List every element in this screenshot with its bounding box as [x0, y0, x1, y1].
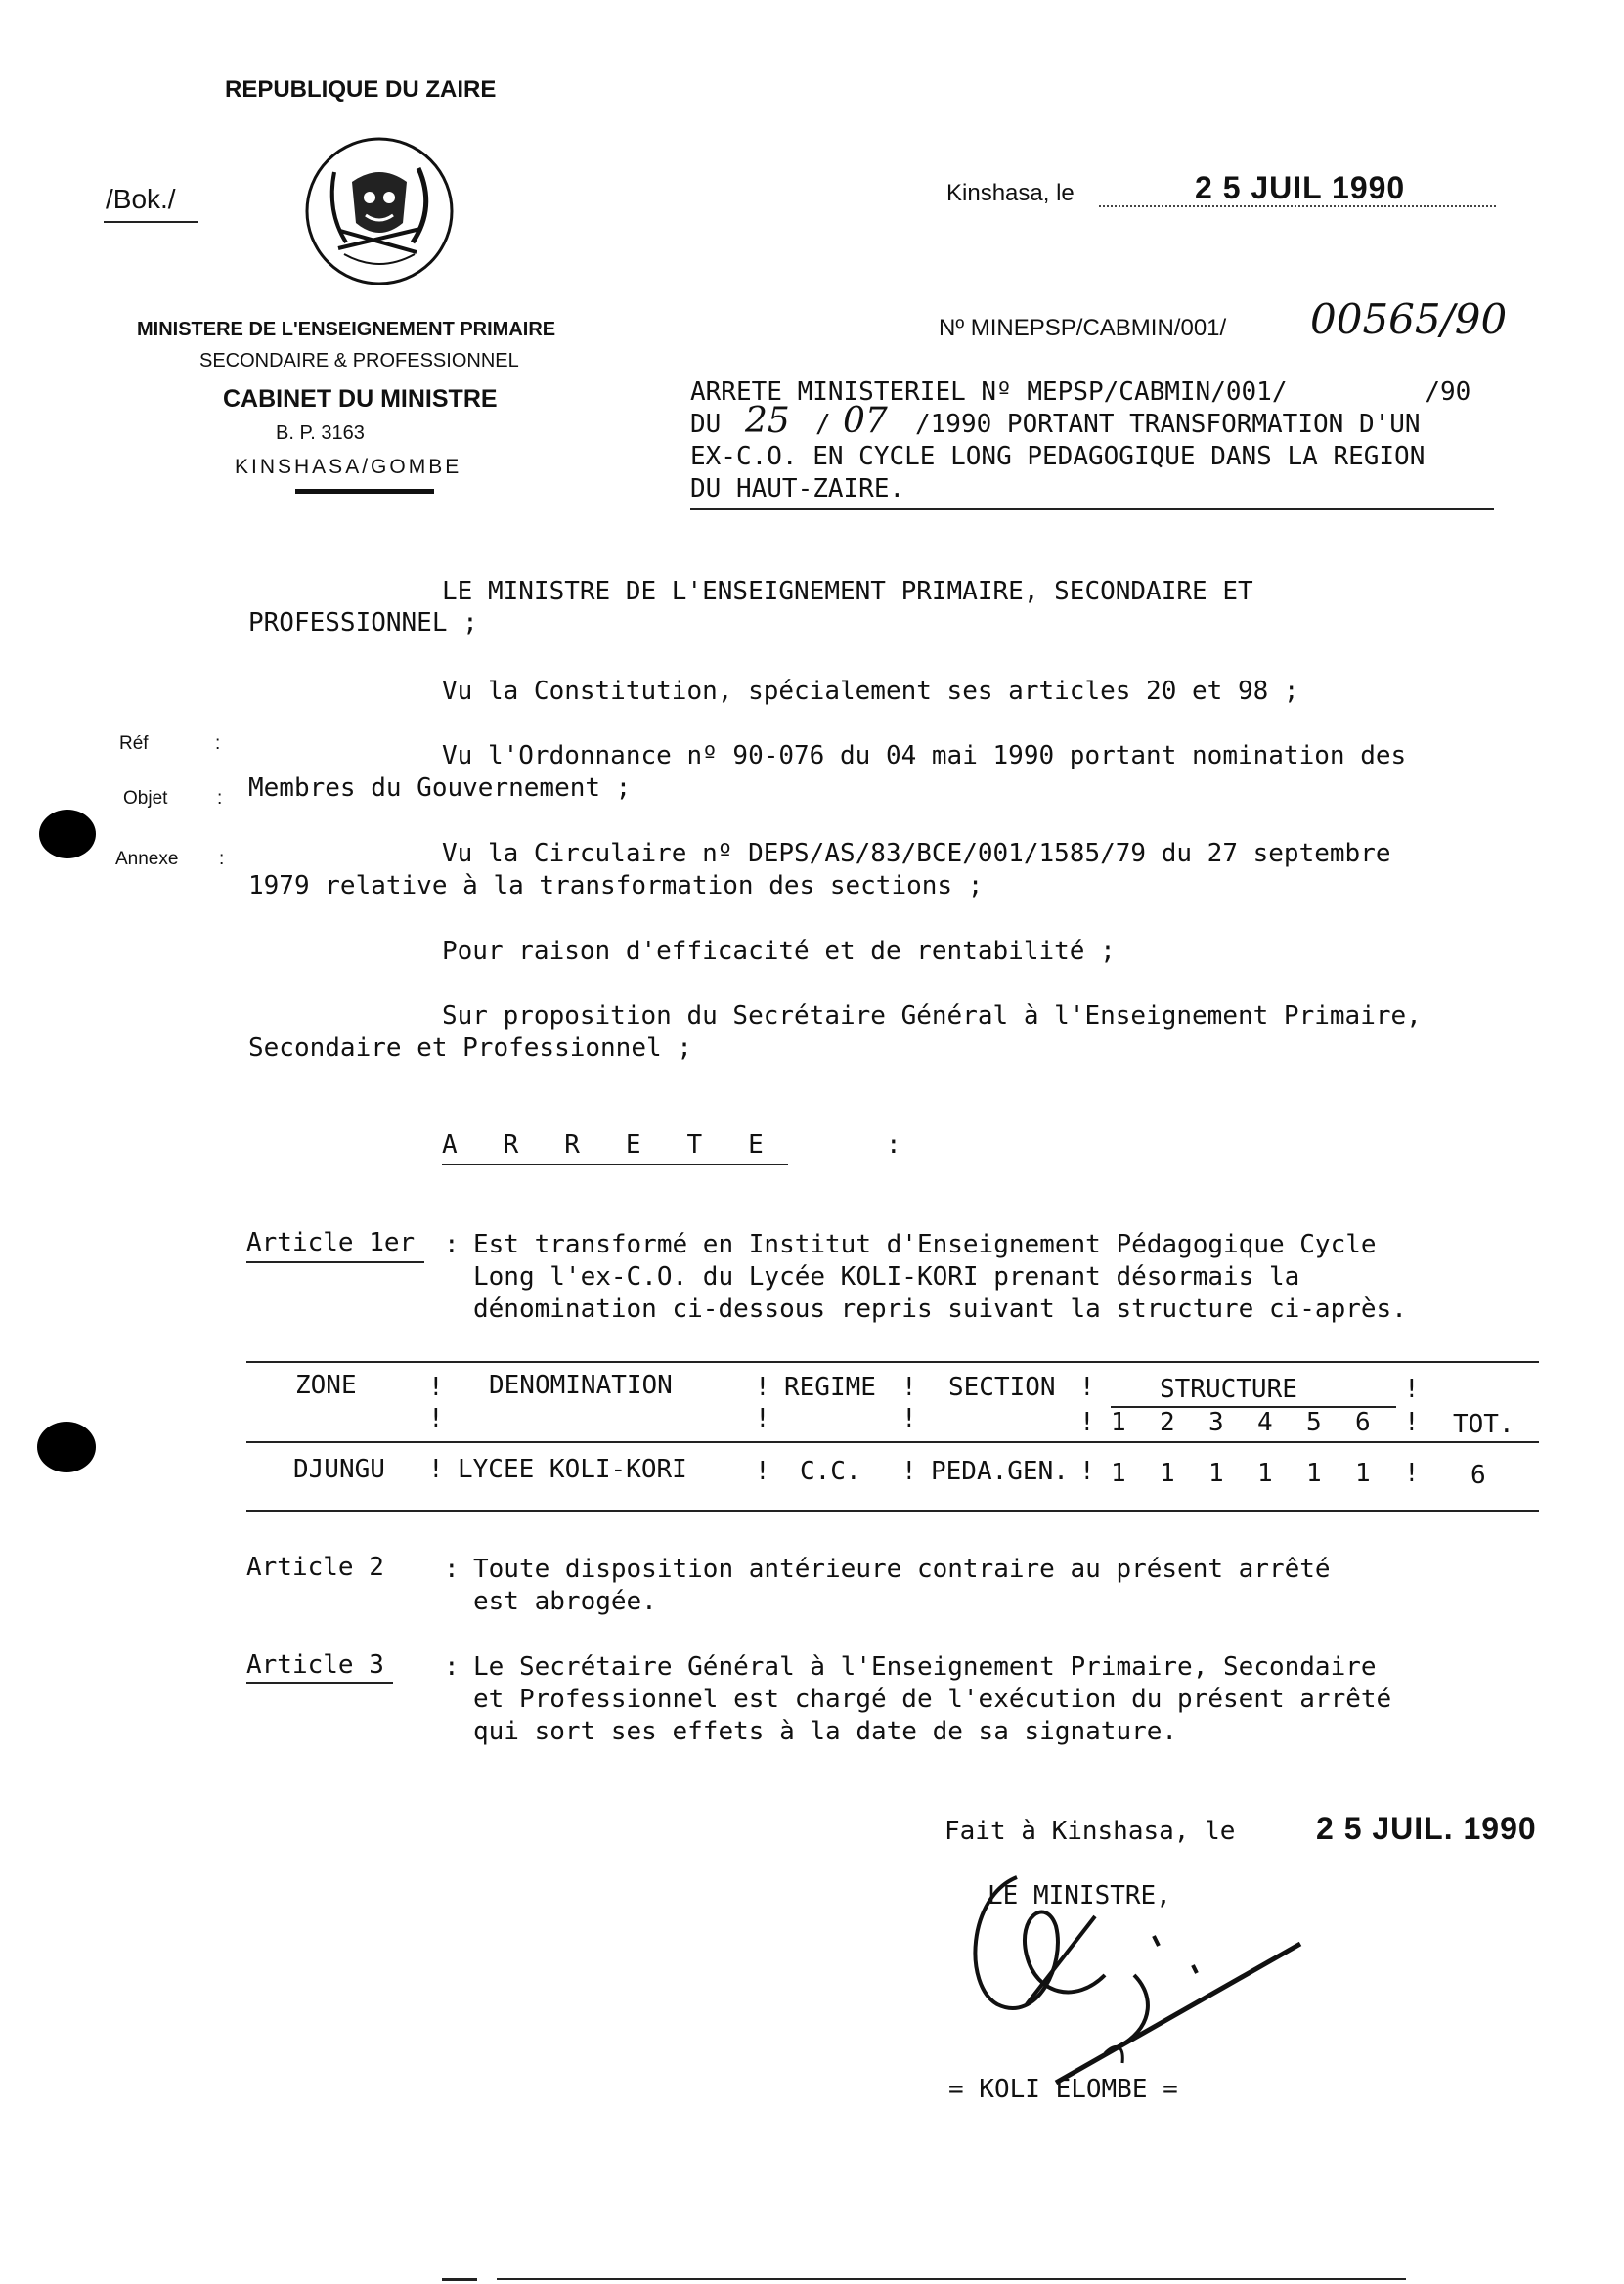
table-header-section: SECTION — [948, 1373, 1056, 1402]
title-line-1: ARRETE MINISTERIEL Nº MEPSP/CABMIN/001/ /90 — [690, 377, 1471, 407]
article-3-line-3: qui sort ses effets à la date de sa signature. — [473, 1717, 1178, 1746]
bottom-mark — [442, 2278, 477, 2281]
article-1-colon: : — [444, 1230, 460, 1259]
signatory-title: LE MINISTRE, — [988, 1881, 1171, 1911]
city-underline — [295, 489, 434, 494]
ref-initials: /Bok./ — [106, 184, 176, 214]
margin-annexe-colon: : — [219, 849, 225, 869]
title-line-2-suffix: /1990 PORTANT TRANSFORMATION D'UN — [915, 410, 1421, 439]
visa-ordonnance-line-1: Vu l'Ordonnance nº 90-076 du 04 mai 1990 portant nomination des — [442, 741, 1407, 770]
title-day-handwritten: 25 — [745, 401, 790, 441]
cabinet-heading: CABINET DU MINISTRE — [223, 385, 498, 413]
proposition-line-2: Secondaire et Professionnel ; — [248, 1033, 692, 1063]
punch-hole-bottom — [37, 1422, 96, 1472]
signature-scrawl-icon — [958, 1858, 1310, 2112]
table-cell-grade: 1 — [1257, 1459, 1273, 1488]
table-sep: ! — [1404, 1375, 1420, 1404]
table-sep: ! — [755, 1373, 770, 1402]
table-sep: ! — [428, 1373, 444, 1402]
table-sep: ! — [428, 1455, 444, 1484]
article-3-colon: : — [444, 1652, 460, 1682]
table-cell-total: 6 — [1470, 1461, 1486, 1490]
article-2-label: Article 2 — [246, 1553, 384, 1582]
signatory-name: = KOLI ELOMBE = — [948, 2075, 1178, 2104]
table-cell-grade: 1 — [1160, 1459, 1175, 1488]
table-sep: ! — [755, 1404, 770, 1433]
margin-ref-colon: : — [215, 733, 221, 754]
considerant-efficacite: Pour raison d'efficacité et de rentabilité ; — [442, 937, 1116, 966]
table-cell-zone: DJUNGU — [293, 1455, 385, 1484]
article-2-line-2: est abrogée. — [473, 1587, 657, 1616]
table-header-grade: 4 — [1257, 1408, 1273, 1437]
table-header-grade: 2 — [1160, 1408, 1175, 1437]
table-header-zone: ZONE — [295, 1371, 357, 1400]
table-sep: ! — [428, 1404, 444, 1433]
closing-date-stamp: 2 5 JUIL. 1990 — [1316, 1811, 1537, 1846]
article-2-line-1: Toute disposition antérieure contraire au présent arrêté — [473, 1555, 1331, 1584]
table-cell-grade: 1 — [1306, 1459, 1322, 1488]
margin-objet-label: Objet — [123, 788, 168, 809]
table-sep: ! — [1404, 1459, 1420, 1488]
article-1-line-2: Long l'ex-C.O. du Lycée KOLI-KORI prenant désormais la — [473, 1262, 1300, 1292]
table-sep: ! — [1079, 1408, 1095, 1437]
article-1-line-3: dénomination ci-dessous repris suivant la structure ci-après. — [473, 1295, 1407, 1324]
table-sep: ! — [1079, 1457, 1095, 1486]
bottom-rule — [497, 2278, 1406, 2280]
arrete-heading: A R R E T E — [442, 1130, 764, 1160]
title-line-2-prefix: DU — [690, 410, 722, 439]
table-header-regime: REGIME — [784, 1373, 876, 1402]
table-sep: ! — [1404, 1408, 1420, 1437]
article-1-underline — [246, 1261, 424, 1263]
margin-ref-label: Réf — [119, 733, 149, 754]
arrete-colon: : — [886, 1130, 901, 1160]
country-heading: REPUBLIQUE DU ZAIRE — [225, 76, 497, 103]
ministry-line-2: SECONDAIRE & PROFESSIONNEL — [199, 350, 519, 372]
table-sep: ! — [901, 1457, 917, 1486]
table-sep: ! — [755, 1457, 770, 1486]
punch-hole-top — [39, 810, 96, 858]
visa-circulaire-line-1: Vu la Circulaire nº DEPS/AS/83/BCE/001/1585/79 du 27 septembre — [442, 839, 1391, 868]
title-month-handwritten: 07 — [843, 401, 888, 441]
table-header-grade: 3 — [1208, 1408, 1224, 1437]
table-cell-grade: 1 — [1111, 1459, 1126, 1488]
arrete-underline — [442, 1164, 788, 1165]
table-header-grade: 6 — [1355, 1408, 1371, 1437]
table-header-total: TOT. — [1453, 1410, 1514, 1439]
table-top-rule — [246, 1361, 1539, 1363]
city-line: KINSHASA/GOMBE — [235, 456, 462, 478]
date-stamp: 2 5 JUIL 1990 — [1195, 170, 1406, 205]
table-header-structure: STRUCTURE — [1160, 1375, 1297, 1404]
closing-place-label: Fait à Kinshasa, le — [944, 1817, 1236, 1846]
ministry-line-1: MINISTERE DE L'ENSEIGNEMENT PRIMAIRE — [137, 319, 556, 340]
visa-ordonnance-line-2: Membres du Gouvernement ; — [248, 773, 632, 803]
article-3-label: Article 3 — [246, 1650, 384, 1680]
title-underline — [690, 508, 1494, 510]
table-cell-section: PEDA.GEN. — [931, 1457, 1069, 1486]
article-3-underline — [246, 1682, 393, 1684]
table-sep: ! — [1079, 1373, 1095, 1402]
preamble-line-1: LE MINISTRE DE L'ENSEIGNEMENT PRIMAIRE, SECONDAIRE ET — [442, 577, 1253, 606]
table-header-rule — [246, 1441, 1539, 1443]
table-cell-grade: 1 — [1208, 1459, 1224, 1488]
margin-objet-colon: : — [217, 788, 223, 809]
visa-circulaire-line-2: 1979 relative à la transformation des sections ; — [248, 871, 984, 900]
table-header-grade: 1 — [1111, 1408, 1126, 1437]
table-cell-denomination: LYCEE KOLI-KORI — [458, 1455, 687, 1484]
reference-number-prefix: Nº MINEPSP/CABMIN/001/ — [939, 315, 1227, 341]
title-line-4: DU HAUT-ZAIRE. — [690, 474, 905, 504]
title-date-separator: / — [815, 410, 831, 439]
reference-number-handwritten: 00565/90 — [1310, 295, 1508, 343]
article-1-line-1: Est transformé en Institut d'Enseignement Pédagogique Cycle — [473, 1230, 1377, 1259]
proposition-line-1: Sur proposition du Secrétaire Général à l'Enseignement Primaire, — [442, 1001, 1422, 1031]
table-sep: ! — [901, 1404, 917, 1433]
article-2-colon: : — [444, 1555, 460, 1584]
ref-initials-underline — [104, 221, 198, 223]
table-bottom-rule — [246, 1510, 1539, 1512]
table-sep: ! — [901, 1373, 917, 1402]
article-3-line-1: Le Secrétaire Général à l'Enseignement Primaire, Secondaire — [473, 1652, 1377, 1682]
structure-underline — [1111, 1406, 1396, 1408]
table-cell-grade: 1 — [1355, 1459, 1371, 1488]
national-emblem-seal-icon — [301, 133, 458, 289]
title-line-3: EX-C.O. EN CYCLE LONG PEDAGOGIQUE DANS LA REGION — [690, 442, 1426, 471]
preamble-line-2: PROFESSIONNEL ; — [248, 608, 478, 637]
postal-box: B. P. 3163 — [276, 422, 365, 444]
table-header-grade: 5 — [1306, 1408, 1322, 1437]
margin-annexe-label: Annexe — [115, 849, 179, 869]
article-3-line-2: et Professionnel est chargé de l'exécution du présent arrêté — [473, 1685, 1392, 1714]
table-header-denomination: DENOMINATION — [489, 1371, 673, 1400]
table-cell-regime: C.C. — [800, 1457, 861, 1486]
visa-constitution: Vu la Constitution, spécialement ses articles 20 et 98 ; — [442, 677, 1299, 706]
article-1-label: Article 1er — [246, 1228, 416, 1257]
date-label: Kinshasa, le — [946, 180, 1075, 206]
